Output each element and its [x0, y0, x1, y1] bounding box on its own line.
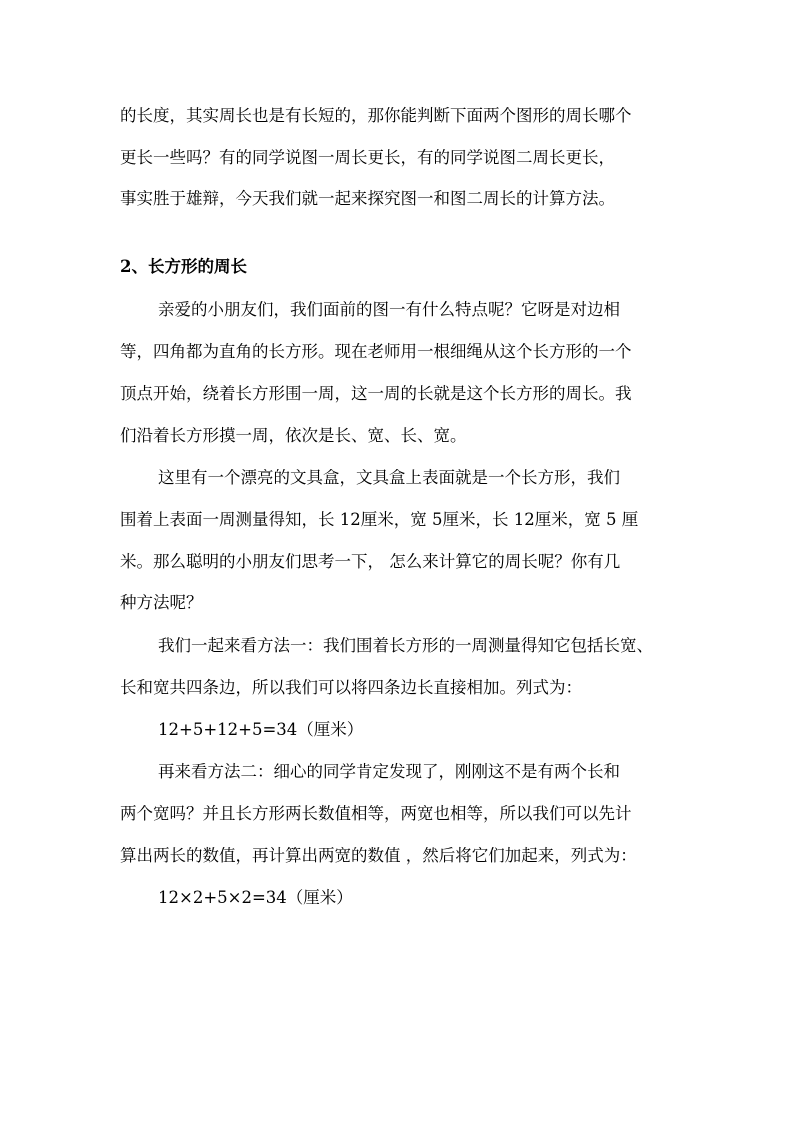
method1-formula: 12+5+12+5=34（厘米）	[158, 720, 364, 739]
para1-line-4: 们沿着长方形摸一周，依次是长、宽、长、宽。	[120, 426, 467, 445]
para3-line-1: 我们一起来看方法一：我们围着长方形的一周测量得知它包括长宽、	[158, 636, 653, 655]
intro-line-1: 的长度，其实周长也是有长短的，那你能判断下面两个图形的周长哪个	[120, 106, 632, 125]
para2-line-4: 种方法呢？	[120, 593, 203, 612]
para1-line-1: 亲爱的小朋友们，我们面前的图一有什么特点呢？它呀是对边相	[158, 300, 620, 319]
para4-line-2: 两个宽吗？并且长方形两长数值相等，两宽也相等，所以我们可以先计	[120, 804, 632, 823]
intro-line-3: 事实胜于雄辩，今天我们就一起来探究图一和图二周长的计算方法。	[120, 189, 615, 208]
method2-formula: 12×2+5×2=34（厘米）	[158, 888, 353, 907]
para3-line-2: 长和宽共四条边，所以我们可以将四条边长直接相加。列式为：	[120, 678, 582, 697]
para4-line-1: 再来看方法二：细心的同学肯定发现了，刚刚这不是有两个长和	[158, 762, 620, 781]
para2-line-1: 这里有一个漂亮的文具盒，文具盒上表面就是一个长方形，我们	[158, 468, 620, 487]
intro-line-2: 更长一些吗？有的同学说图一周长更长，有的同学说图二周长更长，	[120, 148, 615, 167]
para2-line-3: 米。那么聪明的小朋友们思考一下， 怎么来计算它的周长呢？你有几	[120, 552, 621, 571]
section-heading: 2、长方形的周长	[120, 257, 247, 276]
para4-line-3: 算出两长的数值，再计算出两宽的数值 ，然后将它们加起来，列式为：	[120, 846, 637, 865]
para2-line-2: 围着上表面一周测量得知，长 12厘米，宽 5厘米，长 12厘米，宽 5 厘	[120, 510, 639, 529]
para1-line-2: 等，四角都为直角的长方形。现在老师用一根细绳从这个长方形的一个	[120, 342, 632, 361]
para1-line-3: 顶点开始，绕着长方形围一周，这一周的长就是这个长方形的周长。我	[120, 384, 632, 403]
